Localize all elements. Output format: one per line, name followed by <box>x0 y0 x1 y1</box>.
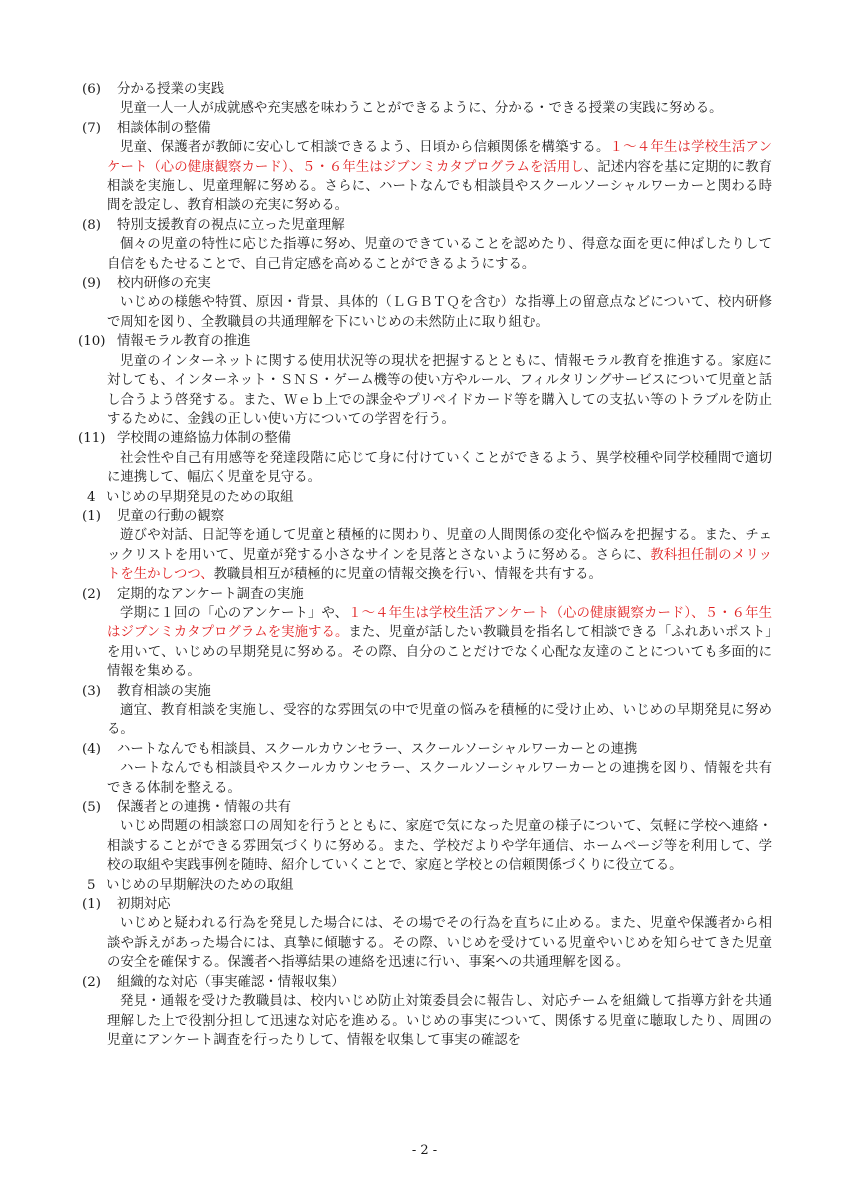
item-heading <box>82 585 772 604</box>
item-body <box>107 526 772 584</box>
item-title: 情報モラル教育の推進 <box>117 334 251 350</box>
item-heading <box>78 332 772 351</box>
body-text: 遊びや対話、日記等を通して児童と積極的に関わり、児童の人間関係の変化や悩みを把握する。また、チェックリストを用いて、児童が発する小さなサインを見落とさないように努める。さらに、 <box>107 528 772 563</box>
item-number: (11) <box>78 431 106 447</box>
body-text: いじめ問題の相談窓口の周知を行うとともに、家庭で気になった児童の様子について、気軽に学校へ連絡・相談することができる雰囲気づくりに努める。また、学校だよりや学年通信、ホームページ等を利用して、学校の取組や実践事例を随時、紹介していくことで、家庭と学校との信頼関係づくりに役立てる。 <box>107 819 772 874</box>
item-title: 初期対応 <box>117 897 171 913</box>
item-heading <box>82 682 772 701</box>
body-text: 個々の児童の特性に応じた指導に努め、児童のできていることを認めたり、得意な面を更に伸ばしたりして自信をもたせることで、自己肯定感を高めることができるようにする。 <box>107 237 772 272</box>
section-number: 4 <box>87 489 96 505</box>
body-text: 学期に１回の「心のアンケート」や、 <box>120 605 349 621</box>
item-body <box>107 914 772 972</box>
body-text: 、記述内容を基に定期的に教育相談を実施し、児童理解に努める。さらに、ハートなんでも相談員やスクールソーシャルワーカーと関わる時間を設定し、教育相談の充実に努める。 <box>107 159 772 214</box>
body-text: 社会性や自己有用感等を発達段階に応じて身に付けていくことができるよう、異学校種や同学校種間で適切に連携して、幅広く児童を見守る。 <box>107 450 772 486</box>
item-heading <box>82 119 772 138</box>
item-heading <box>82 507 772 526</box>
document-body <box>78 80 773 1050</box>
item-body <box>107 235 772 274</box>
item-title: 組織的な対応（事実確認・情報収集） <box>117 974 345 990</box>
item-number: (1) <box>82 508 101 524</box>
section-heading <box>82 488 772 507</box>
section-title: いじめの早期解決のための取組 <box>106 877 294 893</box>
item-number: (5) <box>82 800 101 816</box>
item-body <box>107 293 772 332</box>
section-heading <box>82 876 772 895</box>
highlighted-text: 教科担任制のメリットを生かしつつ、 <box>107 547 772 583</box>
item-title: 教育相談の実施 <box>117 683 211 699</box>
body-text: ハートなんでも相談員やスクールカウンセラー、スクールソーシャルワーカーとの連携を図り、情報を共有できる体制を整える。 <box>107 761 772 796</box>
item-number: (4) <box>82 741 101 757</box>
highlighted-text: １～４年生は学校生活アンケート（心の健康観察カード）、５・６年生はジブンミカタプログラムを実施する。 <box>107 605 772 641</box>
item-body <box>107 99 772 118</box>
item-body <box>107 449 772 488</box>
section-title: いじめの早期発見のための取組 <box>106 489 294 505</box>
item-number: (10) <box>78 334 106 350</box>
item-heading <box>82 274 772 293</box>
item-title: 相談体制の整備 <box>117 120 211 136</box>
item-heading <box>82 973 772 992</box>
body-text: 児童のインターネットに関する使用状況等の現状を把握するとともに、情報モラル教育を推進する。家庭に対しても、インターネット・ＳＮＳ・ゲーム機等の使い方やルール、フィルタリングサービスについて児童と話し合うよう啓発する。また、Ｗｅｂ上での課金やプリペイドカード等を購入しての支払い等のトラブルを防止するために、金銭の正しい使い方についての学習を行う。 <box>107 353 772 427</box>
item-body <box>107 992 772 1050</box>
item-number: (1) <box>82 897 101 913</box>
body-text: 適宜、教育相談を実施し、受容的な雰囲気の中で児童の悩みを積極的に受け止め、いじめの早期発見に努める。 <box>107 703 772 738</box>
item-title: 学校間の連絡協力体制の整備 <box>117 431 292 447</box>
item-body <box>107 701 772 740</box>
item-number: (8) <box>82 217 101 233</box>
item-title: 校内研修の充実 <box>117 276 211 292</box>
item-body <box>107 352 772 430</box>
item-title: 保護者との連携・情報の共有 <box>117 800 292 816</box>
item-number: (2) <box>82 974 101 990</box>
item-number: (3) <box>82 683 101 699</box>
item-heading <box>82 895 772 914</box>
item-title: 分かる授業の実践 <box>117 82 225 97</box>
item-number: (2) <box>82 586 101 602</box>
body-text: 教職員相互が積極的に児童の情報交換を行い、情報を共有する。 <box>213 567 602 583</box>
item-title: 定期的なアンケート調査の実施 <box>117 586 304 602</box>
body-text: いじめと疑われる行為を発見した場合には、その場でその行為を直ちに止める。また、児童や保護者から相談や訴えがあった場合には、真摯に傾聴する。その際、いじめを受けている児童やいじめを知らせてきた児童の安全を確保する。保護者へ指導結果の連絡を迅速に行い、事案への共通理解を図る。 <box>107 916 772 971</box>
item-heading <box>82 80 772 99</box>
item-body <box>107 759 772 798</box>
item-number: (7) <box>82 120 101 136</box>
item-heading <box>78 429 772 448</box>
body-text: また、児童が話したい教職員を指名して相談できる「ふれあいポスト」を用いて、いじめの早期発見に努める。その際、自分のことだけでなく心配な友達のことについても多面的に情報を集める。 <box>107 625 772 680</box>
item-number: (6) <box>82 82 101 97</box>
item-body <box>107 817 772 875</box>
item-title: 児童の行動の観察 <box>117 508 225 524</box>
item-title: ハートなんでも相談員、スクールカウンセラー、スクールソーシャルワーカーとの連携 <box>117 741 638 757</box>
page-number: - 2 - <box>411 1143 438 1158</box>
item-title: 特別支援教育の視点に立った児童理解 <box>117 217 345 233</box>
body-text: 発見・通報を受けた教職員は、校内いじめ防止対策委員会に報告し、対応チームを組織して指導方針を共通理解した上で役割分担して迅速な対応を進める。いじめの事実について、関係する児童に聴取したり、周囲の児童にアンケート調査を行ったりして、情報を収集して事実の確認を <box>107 994 772 1048</box>
item-body <box>107 138 772 216</box>
section-number: 5 <box>87 877 96 893</box>
body-text: いじめの様態や特質、原因・背景、具体的（ＬＧＢＴＱを含む）な指導上の留意点などについて、校内研修で周知を図り、全教職員の共通理解を下にいじめの未然防止に取り組む。 <box>107 295 772 330</box>
item-heading <box>82 798 772 817</box>
body-text: 児童、保護者が教師に安心して相談できるよう、日頃から信頼関係を構築する。 <box>120 140 610 156</box>
item-number: (9) <box>82 276 101 292</box>
item-heading <box>82 740 772 759</box>
item-body <box>107 604 772 682</box>
item-heading <box>82 216 772 235</box>
body-text: 児童一人一人が成就感や充実感を味わうことができるように、分かる・できる授業の実践に努める。 <box>120 101 723 117</box>
highlighted-text: １～４年生は学校生活アンケート（心の健康観察カード）、５・６年生はジブンミカタプログラムを活用し <box>107 140 773 175</box>
